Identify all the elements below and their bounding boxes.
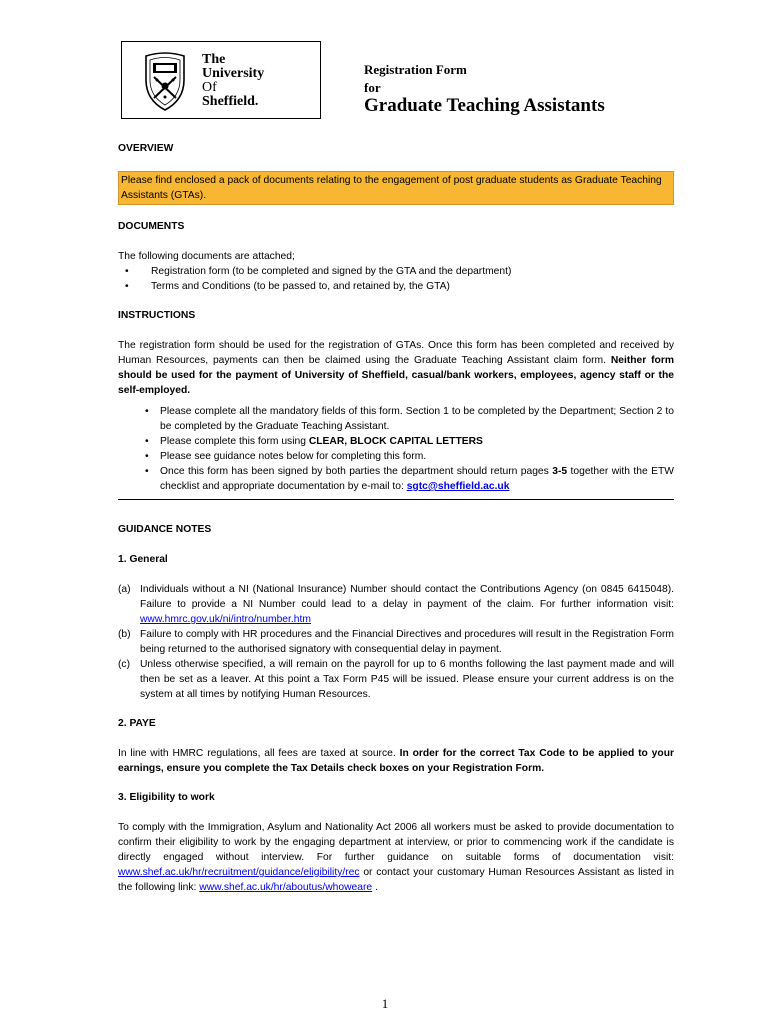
documents-list: [118, 264, 674, 294]
documents-intro: The following documents are attached;: [118, 251, 295, 262]
item-text: Individuals without a NI (National Insurance) Number should contact the Contributions Agency (on 0845 6415048). Failure to provide a NI Number could lead to a delay in payment of the claim. For further information visit:: [140, 584, 674, 610]
item-text: Unless otherwise specified, a will remain on the payroll for up to 6 months following the last payment made and will then be set as a leaver. At this point a Tax Form P45 will be issued. Please ensure your current address is on the system at all times by notifying Human Resources.: [140, 659, 674, 700]
overview-heading: OVERVIEW: [118, 143, 174, 154]
instructions-paragraph: [118, 338, 674, 398]
list-item: • Please complete all the mandatory fields of this form. Section 1 to be completed by the Department; Section 2 to be completed by the Graduate Teaching Assistant.: [140, 404, 674, 434]
item-label: (b): [118, 629, 131, 640]
paye-text: In line with HMRC regulations, all fees are taxed at source.: [118, 748, 400, 759]
instruction-text: together with the ETW checklist and appropriate documentation by e-mail to:: [160, 466, 674, 492]
list-item: [140, 434, 674, 449]
logo-line-university: University: [202, 66, 265, 81]
pages-range: 3-5: [552, 466, 568, 477]
instructions-text: The registration form should be used for the registration of GTAs. Once this form has been completed and received by Human Resources, payments can then be claimed using the Graduate Teaching Assistant claim form.: [118, 340, 674, 366]
documents-heading: DOCUMENTS: [118, 221, 185, 232]
list-item: [118, 627, 674, 657]
item-text: Failure to comply with HR procedures and the Financial Directives and procedures will result in the Registration Form being returned to the authorised signatory with consequential delay in payment.: [140, 629, 674, 655]
logo-line-the: The: [202, 52, 226, 67]
eligibility-heading: 3. Eligibility to work: [118, 792, 215, 803]
list-item: [140, 464, 674, 494]
logo-line-sheffield: Sheffield.: [202, 94, 259, 109]
list-item: [118, 582, 674, 627]
page-number: 1: [381, 996, 389, 1011]
document-body: [118, 141, 674, 895]
eligibility-text: .: [372, 882, 378, 893]
eligibility-paragraph: [118, 820, 674, 895]
instruction-bold: CLEAR, BLOCK CAPITAL LETTERS: [308, 436, 483, 447]
form-title: [364, 61, 467, 97]
instructions-heading: INSTRUCTIONS: [118, 310, 196, 321]
list-item: • Please see guidance notes below for completing this form.: [140, 449, 674, 464]
hmrc-ni-link[interactable]: www.hmrc.gov.uk/ni/intro/number.htm: [140, 614, 311, 625]
list-item: [118, 657, 674, 702]
logo-line-of: Of: [202, 80, 217, 95]
main-title: Graduate Teaching Assistants: [364, 95, 605, 116]
form-title-line2: for: [364, 80, 381, 95]
eligibility-link[interactable]: www.shef.ac.uk/hr/recruitment/guidance/eligibility/rec: [118, 867, 360, 878]
eligibility-text: To comply with the Immigration, Asylum and Nationality Act 2006 all workers must be asked to provide documentation to confirm their eligibility to work by the engaging department at interview, or prior to commencing work if the candidate is directly engaged without interview. For further guidance on suitable forms of documentation visit:: [118, 822, 674, 863]
instruction-text: Once this form has been signed by both parties the department should return pages: [160, 466, 553, 477]
paye-heading: 2. PAYE: [118, 718, 156, 729]
guidance-heading: GUIDANCE NOTES: [118, 524, 212, 535]
list-item: • Registration form (to be completed and signed by the GTA and the department): [118, 264, 674, 279]
eligibility-text: or contact your customary Human Resources Assistant as listed in the following link:: [118, 867, 674, 893]
general-heading: 1. General: [118, 554, 168, 565]
item-label: (c): [118, 659, 131, 670]
email-link[interactable]: sgtc@sheffield.ac.uk: [406, 481, 510, 492]
university-name: [202, 53, 264, 109]
form-title-line1: Registration Form: [364, 62, 467, 77]
overview-highlight: Please find enclosed a pack of documents relating to the engagement of post graduate students as Graduate Teaching Assistants (GTAs).: [118, 171, 674, 205]
item-label: (a): [118, 584, 131, 595]
paye-paragraph: [118, 746, 674, 776]
university-crest-icon: [140, 50, 190, 112]
instruction-text: Please complete this form using: [160, 436, 309, 447]
list-item: • Terms and Conditions (to be passed to, and retained by, the GTA): [118, 279, 674, 294]
whoweare-link[interactable]: www.shef.ac.uk/hr/aboutus/whoweare: [199, 882, 373, 893]
instructions-bold: Neither form should be used for the payment of University of Sheffield, casual/bank workers, employees, agency staff or the self-employed.: [118, 355, 675, 396]
university-logo: [121, 41, 321, 119]
paye-bold: In order for the correct Tax Code to be applied to your earnings, ensure you complete the Tax Details check boxes on your Registration Form.: [118, 748, 674, 774]
general-list: [118, 582, 674, 702]
instructions-list: [118, 404, 674, 494]
